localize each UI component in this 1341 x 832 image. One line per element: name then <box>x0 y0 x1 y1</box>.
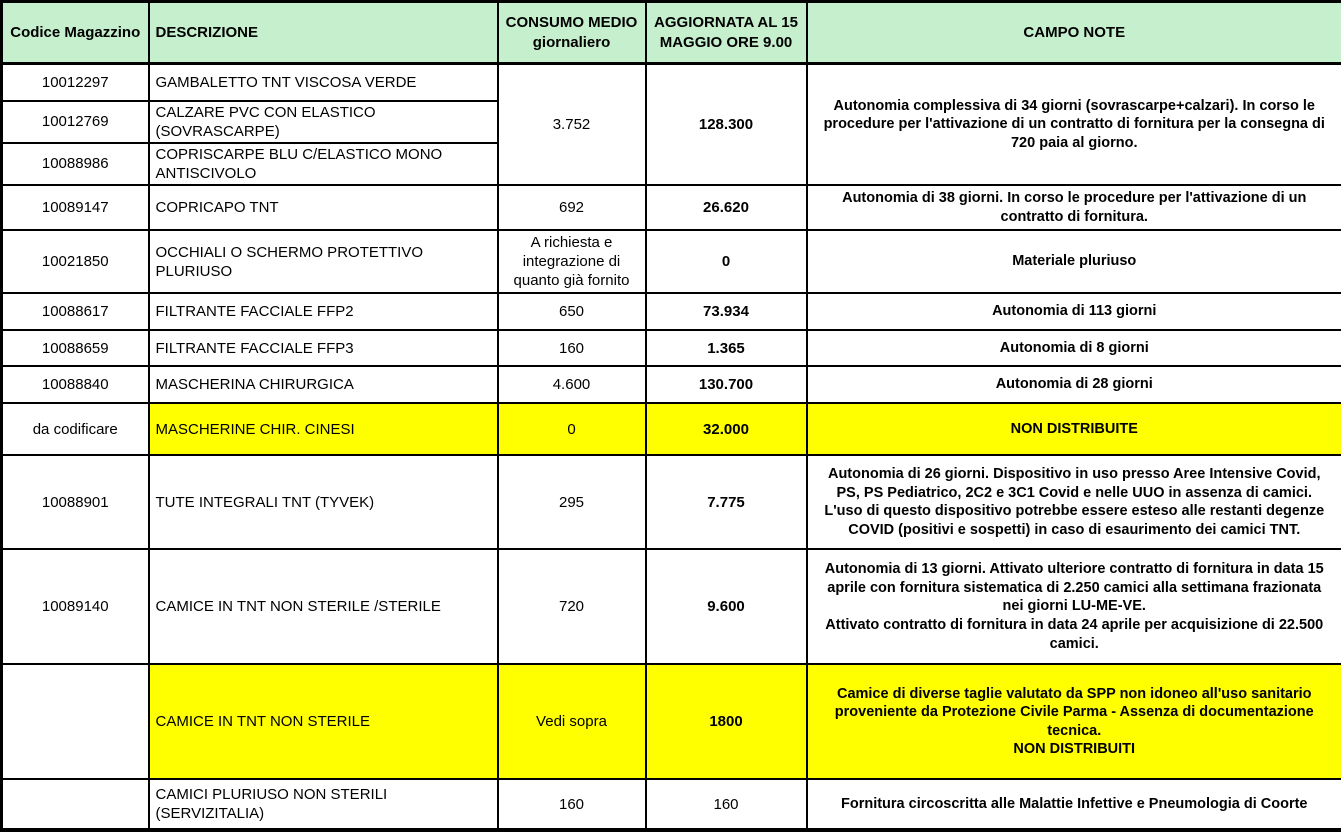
cell-description[interactable]: GAMBALETTO TNT VISCOSA VERDE <box>149 64 498 101</box>
cell-note[interactable]: Autonomia di 28 giorni <box>807 366 1341 403</box>
cell-code[interactable]: 10021850 <box>2 230 149 293</box>
header-row <box>2 2 1341 64</box>
cell-aggiornata[interactable]: 7.775 <box>646 455 807 549</box>
cell-code[interactable]: 10088617 <box>2 293 149 330</box>
cell-note[interactable] <box>807 664 1341 779</box>
table-row <box>2 293 1341 330</box>
note-paragraph: NON DISTRIBUITI <box>816 740 1334 759</box>
cell-code[interactable]: 10088986 <box>2 143 149 185</box>
table-row <box>2 549 1341 664</box>
cell-consumo[interactable]: 160 <box>498 330 646 366</box>
cell-description[interactable]: MASCHERINA CHIRURGICA <box>149 366 498 403</box>
cell-code[interactable]: 10012769 <box>2 101 149 143</box>
header-cell-aggiornata[interactable]: AGGIORNATA AL 15 MAGGIO ORE 9.00 <box>646 2 807 64</box>
cell-description[interactable]: CALZARE PVC CON ELASTICO (SOVRASCARPE) <box>149 101 498 143</box>
header-cell-codice-magazzino[interactable]: Codice Magazzino <box>2 2 149 64</box>
cell-consumo-merged[interactable]: 3.752 <box>498 64 646 186</box>
cell-code[interactable]: 10089140 <box>2 549 149 664</box>
table-row-highlighted <box>2 403 1341 455</box>
table-row <box>2 185 1341 230</box>
cell-description[interactable]: COPRICAPO TNT <box>149 185 498 230</box>
table-row <box>2 779 1341 830</box>
cell-consumo[interactable]: Vedi sopra <box>498 664 646 779</box>
cell-code-empty[interactable] <box>2 779 149 830</box>
cell-description[interactable]: COPRISCARPE BLU C/ELASTICO MONO ANTISCIVOLO <box>149 143 498 185</box>
cell-aggiornata[interactable]: 73.934 <box>646 293 807 330</box>
cell-description[interactable]: CAMICE IN TNT NON STERILE /STERILE <box>149 549 498 664</box>
cell-consumo[interactable]: 692 <box>498 185 646 230</box>
table-row <box>2 64 1341 101</box>
cell-consumo[interactable]: 650 <box>498 293 646 330</box>
cell-consumo[interactable]: 160 <box>498 779 646 830</box>
header-cell-descrizione[interactable]: DESCRIZIONE <box>149 2 498 64</box>
cell-code[interactable]: 10089147 <box>2 185 149 230</box>
cell-aggiornata[interactable]: 32.000 <box>646 403 807 455</box>
table-row <box>2 230 1341 293</box>
cell-note[interactable]: Autonomia di 8 giorni <box>807 330 1341 366</box>
cell-note[interactable]: Materiale pluriuso <box>807 230 1341 293</box>
cell-code[interactable]: da codificare <box>2 403 149 455</box>
cell-description[interactable]: FILTRANTE FACCIALE FFP2 <box>149 293 498 330</box>
cell-aggiornata[interactable]: 0 <box>646 230 807 293</box>
cell-code-empty[interactable] <box>2 664 149 779</box>
cell-code[interactable]: 10088901 <box>2 455 149 549</box>
table-row <box>2 330 1341 366</box>
cell-code[interactable]: 10088659 <box>2 330 149 366</box>
cell-aggiornata[interactable]: 26.620 <box>646 185 807 230</box>
table-row-highlighted <box>2 664 1341 779</box>
cell-consumo[interactable]: A richiesta e integrazione di quanto già fornito <box>498 230 646 293</box>
table-row <box>2 455 1341 549</box>
cell-description[interactable]: TUTE INTEGRALI TNT (TYVEK) <box>149 455 498 549</box>
cell-note[interactable]: Fornitura circoscritta alle Malattie Infettive e Pneumologia di Coorte <box>807 779 1341 830</box>
cell-consumo[interactable]: 295 <box>498 455 646 549</box>
cell-consumo[interactable]: 4.600 <box>498 366 646 403</box>
cell-aggiornata[interactable]: 130.700 <box>646 366 807 403</box>
cell-description[interactable]: CAMICE IN TNT NON STERILE <box>149 664 498 779</box>
cell-aggiornata[interactable]: 1800 <box>646 664 807 779</box>
header-cell-consumo-medio[interactable] <box>498 2 646 64</box>
cell-aggiornata[interactable]: 160 <box>646 779 807 830</box>
cell-note[interactable]: Autonomia di 113 giorni <box>807 293 1341 330</box>
table-row <box>2 366 1341 403</box>
cell-note-merged[interactable]: Autonomia complessiva di 34 giorni (sovrascarpe+calzari). In corso le procedure per l'attivazione di un contratto di fornitura per la consegna di 720 paia al giorno. <box>807 64 1341 186</box>
cell-note[interactable]: NON DISTRIBUITE <box>807 403 1341 455</box>
cell-consumo[interactable]: 720 <box>498 549 646 664</box>
cell-aggiornata[interactable]: 9.600 <box>646 549 807 664</box>
note-paragraph: Camice di diverse taglie valutato da SPP non idoneo all'uso sanitario proveniente da Protezione Civile Parma - Assenza di documentazione tecnica. <box>816 685 1334 741</box>
cell-code[interactable]: 10012297 <box>2 64 149 101</box>
cell-note[interactable]: Autonomia di 26 giorni. Dispositivo in uso presso Aree Intensive Covid, PS, PS Pediatrico, 2C2 e 3C1 Covid e nelle UUO in assenza di camici. L'uso di questo dispositivo potrebbe essere esteso alle restanti degenze COVID (positivi e sospetti) in caso di esaurimento dei camici TNT. <box>807 455 1341 549</box>
header-cell-campo-note[interactable]: CAMPO NOTE <box>807 2 1341 64</box>
cell-note[interactable] <box>807 549 1341 664</box>
header-consumo-line2: giornaliero <box>503 33 641 52</box>
cell-consumo[interactable]: 0 <box>498 403 646 455</box>
header-consumo-line1: CONSUMO MEDIO <box>503 13 641 32</box>
cell-description[interactable]: MASCHERINE CHIR. CINESI <box>149 403 498 455</box>
cell-description[interactable]: FILTRANTE FACCIALE FFP3 <box>149 330 498 366</box>
cell-note[interactable]: Autonomia di 38 giorni. In corso le procedure per l'attivazione di un contratto di fornitura. <box>807 185 1341 230</box>
note-paragraph: Attivato contratto di fornitura in data 24 aprile per acquisizione di 22.500 camici. <box>816 616 1334 653</box>
cell-code[interactable]: 10088840 <box>2 366 149 403</box>
cell-aggiornata-merged[interactable]: 128.300 <box>646 64 807 186</box>
cell-description[interactable]: OCCHIALI O SCHERMO PROTETTIVO PLURIUSO <box>149 230 498 293</box>
note-paragraph: Autonomia di 13 giorni. Attivato ulteriore contratto di fornitura in data 15 aprile con fornitura sistematica di 2.250 camici alla settimana frazionata nei giorni LU-ME-VE. <box>816 560 1334 616</box>
cell-aggiornata[interactable]: 1.365 <box>646 330 807 366</box>
cell-description[interactable]: CAMICI PLURIUSO NON STERILI (SERVIZITALIA) <box>149 779 498 830</box>
